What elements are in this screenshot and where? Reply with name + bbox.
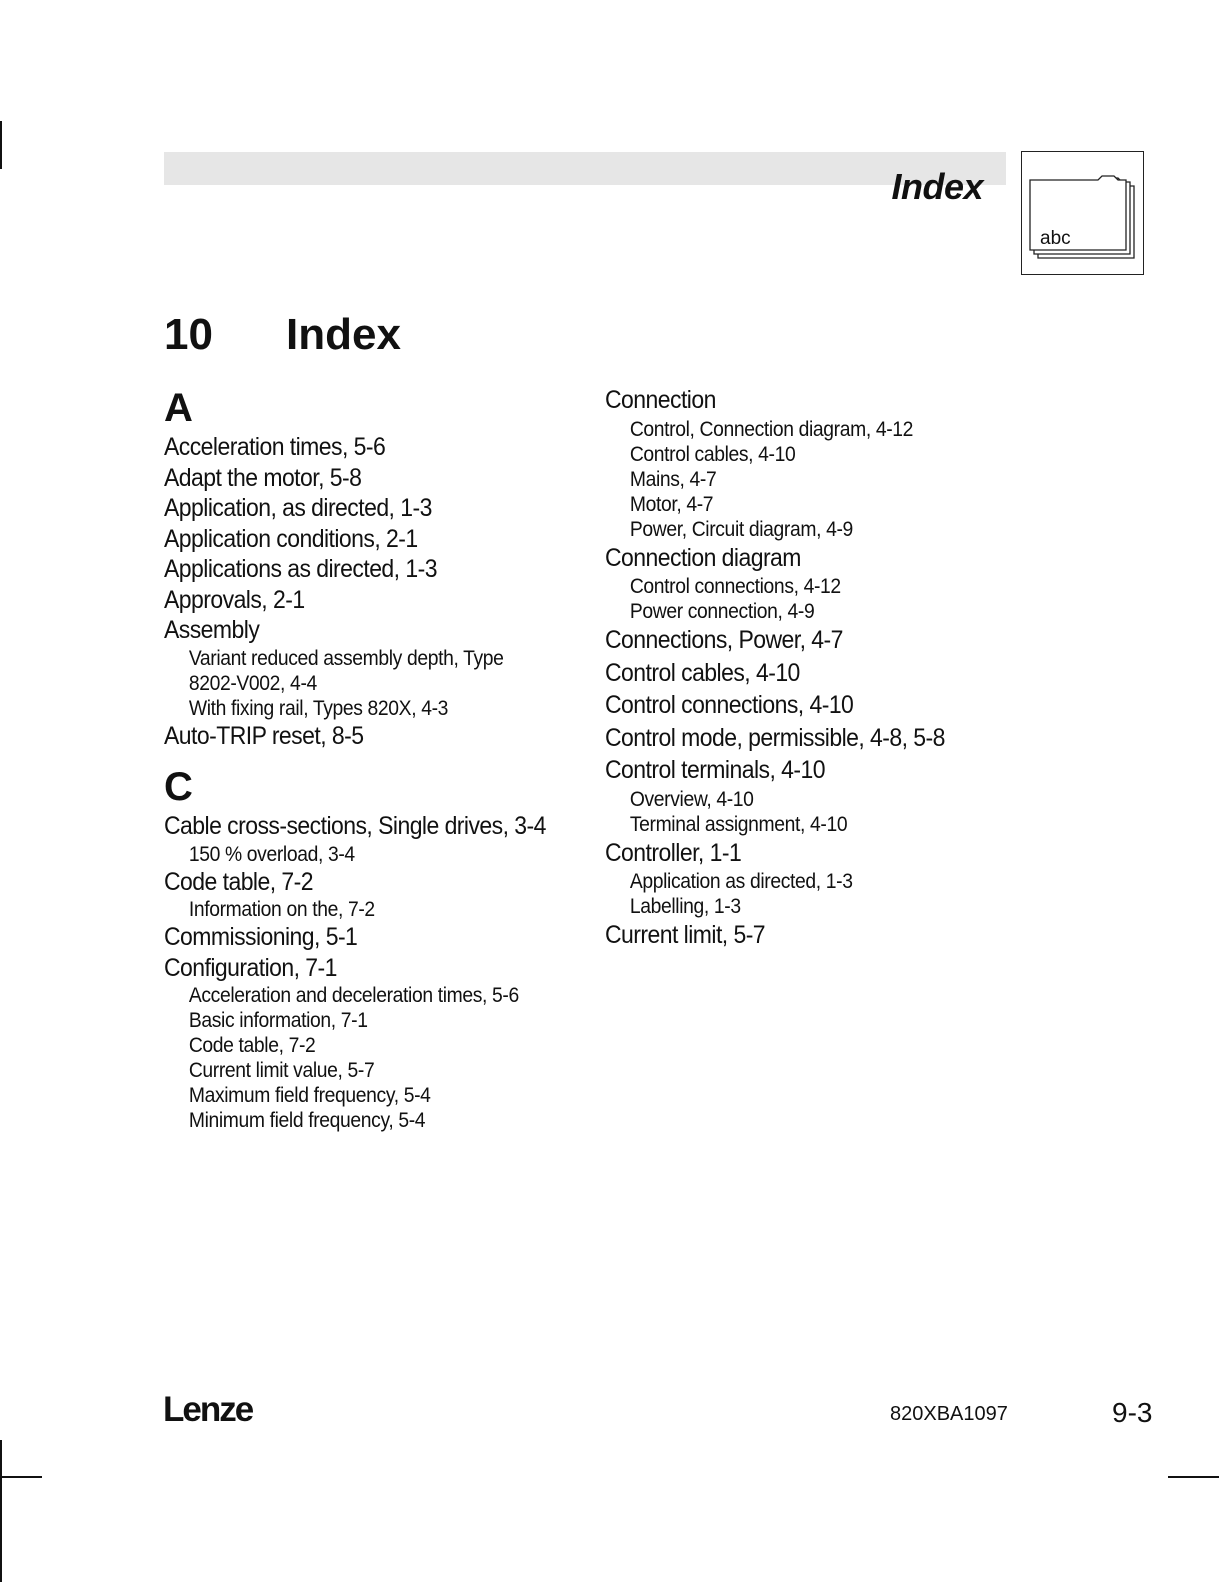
index-entry: Connection	[605, 386, 716, 414]
index-tab-box	[1021, 151, 1144, 275]
index-entry: Application conditions, 2-1	[164, 524, 418, 553]
header-band	[164, 152, 1006, 185]
index-entry: Control mode, permissible, 4-8, 5-8	[605, 723, 945, 752]
header-title: Index	[891, 166, 983, 207]
index-column-left	[164, 384, 584, 1133]
page-number: 9-3	[1112, 1397, 1153, 1428]
index-entry: Control terminals, 4-10	[605, 756, 825, 784]
index-entry: Approvals, 2-1	[164, 585, 305, 614]
index-entry: Auto-TRIP reset, 8-5	[164, 721, 364, 750]
index-entry: Controller, 1-1	[605, 838, 742, 867]
index-column-right	[605, 384, 1025, 952]
crop-mark	[0, 1440, 2, 1582]
index-subentry: 8202-V002, 4-4	[188, 671, 317, 695]
index-subentry: 150 % overload, 3-4	[188, 842, 355, 866]
index-entry: Commissioning, 5-1	[164, 923, 358, 951]
index-entry: Control connections, 4-10	[605, 691, 854, 719]
index-entry: Application, as directed, 1-3	[164, 494, 432, 522]
index-subentry: Code table, 7-2	[188, 1034, 316, 1057]
chapter-heading	[164, 310, 401, 360]
index-subentry: Application as directed, 1-3	[629, 870, 853, 893]
index-subentry: Minimum field frequency, 5-4	[188, 1109, 426, 1132]
index-subentry: Labelling, 1-3	[629, 895, 741, 918]
index-subentry: Current limit value, 5-7	[188, 1059, 375, 1082]
index-subentry: Control, Connection diagram, 4-12	[629, 417, 914, 441]
index-subentry: With fixing rail, Types 820X, 4-3	[188, 696, 449, 720]
document-code: 820XBA1097	[890, 1403, 1008, 1425]
index-entry: Configuration, 7-1	[164, 953, 337, 982]
index-subentry: Control cables, 4-10	[629, 442, 796, 466]
index-subentry: Overview, 4-10	[629, 787, 754, 811]
chapter-number: 10	[164, 310, 213, 359]
index-entry: Adapt the motor, 5-8	[164, 463, 362, 492]
tab-label: abc	[1040, 228, 1071, 249]
index-subentry: Information on the, 7-2	[188, 898, 375, 921]
index-subentry: Power, Circuit diagram, 4-9	[629, 517, 853, 541]
folder-stack-icon	[1022, 152, 1143, 273]
section-letter: A	[164, 386, 193, 430]
index-entry: Applications as directed, 1-3	[164, 555, 437, 583]
index-subentry: Variant reduced assembly depth, Type	[188, 646, 504, 670]
index-entry: Code table, 7-2	[164, 867, 313, 896]
index-entry: Assembly	[164, 616, 260, 644]
crop-mark	[0, 1476, 42, 1478]
index-entry: Connections, Power, 4-7	[605, 626, 843, 654]
section-letter: C	[164, 765, 193, 809]
index-subentry: Basic information, 7-1	[188, 1009, 368, 1032]
crop-mark	[0, 121, 2, 169]
lenze-logo: Lenze	[163, 1390, 253, 1429]
index-subentry: Motor, 4-7	[629, 492, 714, 516]
index-entry: Connection diagram	[605, 543, 801, 572]
index-subentry: Power connection, 4-9	[629, 600, 815, 623]
index-subentry: Mains, 4-7	[629, 467, 717, 491]
index-subentry: Control connections, 4-12	[629, 575, 841, 598]
crop-mark	[1168, 1476, 1219, 1478]
index-subentry: Maximum field frequency, 5-4	[188, 1084, 431, 1107]
index-subentry: Acceleration and deceleration times, 5-6	[188, 984, 519, 1007]
index-entry: Control cables, 4-10	[605, 658, 800, 687]
chapter-title: Index	[286, 310, 401, 359]
index-entry: Acceleration times, 5-6	[164, 433, 386, 461]
index-entry: Current limit, 5-7	[605, 921, 766, 949]
index-entry: Cable cross-sections, Single drives, 3-4	[164, 812, 546, 840]
index-subentry: Terminal assignment, 4-10	[629, 812, 848, 836]
